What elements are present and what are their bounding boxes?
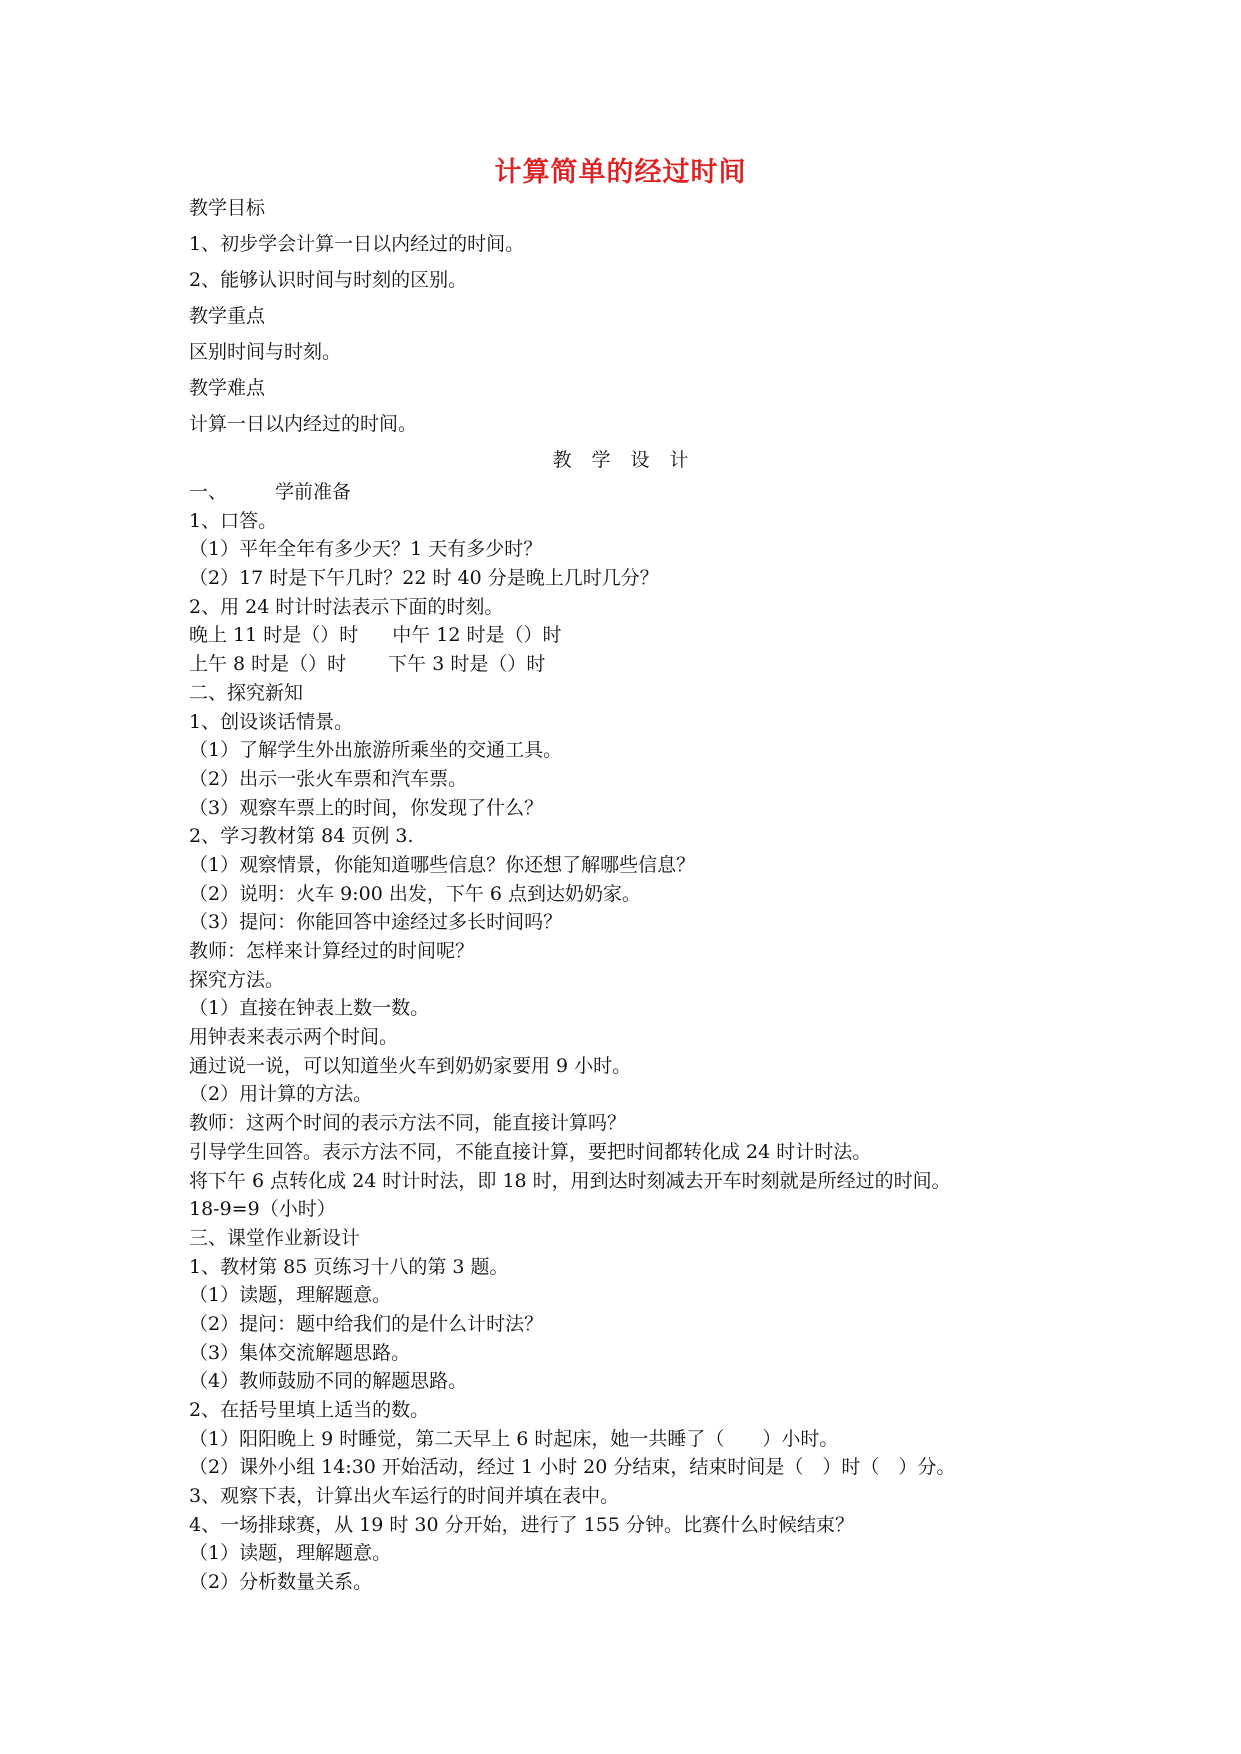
fill-item: 上午 8 时是（）时 [189, 653, 347, 676]
text-line: （1）了解学生外出旅游所乘坐的交通工具。 [189, 739, 563, 762]
text-line: 1、口答。 [189, 509, 278, 532]
text-line: 通过说一说，可以知道坐火车到奶奶家要用 9 小时。 [189, 1054, 632, 1077]
text-line: （2）说明：火车 9:00 出发，下午 6 点到达奶奶家。 [189, 882, 642, 905]
key-point-item: 区别时间与时刻。 [189, 341, 342, 363]
text-line: 2、学习教材第 84 页例 3. [189, 825, 414, 848]
text-line: （2）出示一张火车票和汽车票。 [189, 767, 468, 790]
text-line: （1）读题，理解题意。 [189, 1542, 392, 1565]
text-line: （2）17 时是下午几时？22 时 40 分是晚上几时几分？ [189, 567, 659, 590]
goal-item: 1、初步学会计算一日以内经过的时间。 [189, 233, 525, 255]
difficulty-item: 计算一日以内经过的时间。 [189, 413, 418, 435]
fill-item: 下午 3 时是（）时 [388, 653, 546, 676]
text-line: 探究方法。 [189, 968, 285, 991]
text-line: （1）直接在钟表上数一数。 [189, 997, 430, 1020]
section-number: 一、 [189, 481, 228, 503]
text-line: （3）观察车票上的时间，你发现了什么？ [189, 796, 544, 819]
text-line: （2）课外小组 14:30 开始活动，经过 1 小时 20 分结束，结束时间是（ ）时（ ）分。 [189, 1456, 956, 1479]
section-heading: 二、探究新知 [189, 681, 304, 704]
teaching-goals [189, 190, 1089, 442]
text-line: 用钟表来表示两个时间。 [189, 1026, 399, 1049]
text-line: （1）观察情景，你能知道哪些信息？你还想了解哪些信息？ [189, 853, 696, 876]
difficulty-heading: 教学难点 [189, 377, 266, 399]
text-line: 将下午 6 点转化成 24 时计时法，即 18 时，用到达时刻减去开车时刻就是所经过的时间。 [189, 1169, 951, 1192]
text-line: 2、在括号里填上适当的数。 [189, 1399, 430, 1421]
lesson-body [189, 478, 1089, 1597]
text-line: （1）平年全年有多少天？1 天有多少时？ [189, 538, 543, 561]
text-line: （1）读题，理解题意。 [189, 1284, 392, 1307]
key-points-heading: 教学重点 [189, 305, 266, 327]
text-line: 教师：怎样来计算经过的时间呢？ [189, 940, 475, 962]
section-heading: 三、课堂作业新设计 [189, 1226, 361, 1249]
text-line: （3）提问：你能回答中途经过多长时间吗？ [189, 911, 563, 934]
text-line: 4、一场排球赛，从 19 时 30 分开始，进行了 155 分钟。比赛什么时候结束？ [189, 1513, 854, 1536]
goals-heading: 教学目标 [189, 197, 266, 219]
fill-item: 晚上 11 时是（）时 [189, 624, 359, 647]
text-line: （2）提问：题中给我们的是什么计时法？ [189, 1312, 544, 1335]
text-line: 教师：这两个时间的表示方法不同，能直接计算吗？ [189, 1112, 627, 1135]
text-line [189, 621, 1089, 650]
text-line: 1、教材第 85 页练习十八的第 3 题。 [189, 1255, 509, 1278]
text-line: 18-9=9（小时） [189, 1198, 336, 1221]
text-line: （2）分析数量关系。 [189, 1571, 373, 1594]
fill-item: 中午 12 时是（）时 [392, 624, 562, 647]
text-line: （4）教师鼓励不同的解题思路。 [189, 1370, 468, 1393]
text-line: （2）用计算的方法。 [189, 1083, 373, 1106]
document-title: 计算简单的经过时间 [494, 157, 747, 188]
section-heading [189, 478, 1089, 507]
text-line: （3）集体交流解题思路。 [189, 1341, 411, 1364]
section-title: 学前准备 [275, 481, 352, 503]
text-line: 3、观察下表，计算出火车运行的时间并填在表中。 [189, 1485, 620, 1508]
text-line: 引导学生回答。表示方法不同，不能直接计算，要把时间都转化成 24 时计时法。 [189, 1140, 872, 1163]
design-heading: 教学设计 [552, 449, 709, 471]
text-line: （1）阳阳晚上 9 时睡觉，第二天早上 6 时起床，她一共睡了（ ）小时。 [189, 1427, 839, 1450]
text-line [189, 650, 1089, 679]
goal-item: 2、能够认识时间与时刻的区别。 [189, 269, 468, 291]
text-line: 1、创设谈话情景。 [189, 710, 354, 733]
text-line: 2、用 24 时计时法表示下面的时刻。 [189, 595, 504, 618]
